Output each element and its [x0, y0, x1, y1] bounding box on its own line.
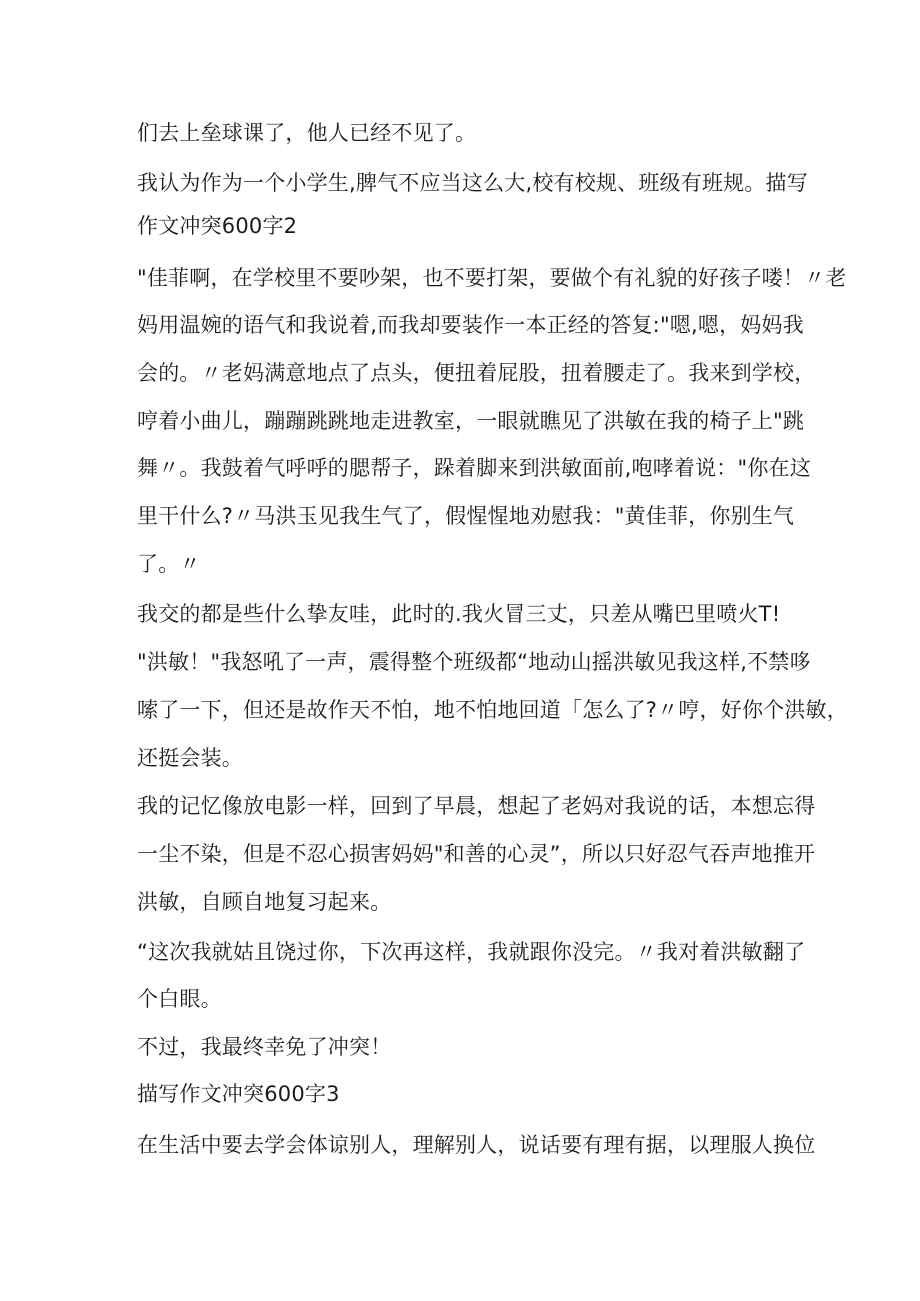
text-line: 们去上垒球课了，他人已经不见了。	[137, 121, 477, 145]
text-line: 洪敏，自顾自地复习起来。	[137, 890, 392, 914]
section-heading: 描写作文冲突600字3	[137, 1082, 340, 1106]
text-line: 我交的都是些什么挚友哇，此时的.我火冒三丈，只差从嘴巴里喷火T!	[137, 602, 781, 626]
section-heading: 作文冲突600字2	[137, 214, 298, 238]
text-line: 会的。〃老妈满意地点了点头，便扭着屁股，扭着腰走了。我来到学校，	[137, 361, 816, 385]
text-line: 妈用温婉的语气和我说着,而我却要装作一本正经的答复:"嗯,嗯，妈妈我	[137, 313, 804, 337]
text-line: 了。〃	[137, 552, 201, 576]
text-line: 还挺会装。	[137, 746, 243, 770]
text-line: 舞〃。我鼓着气呼呼的腮帮子，跺着脚来到洪敏面前,咆哮着说："你在这	[137, 456, 811, 480]
text-line: 不过，我最终幸免了冲突！	[137, 1035, 392, 1059]
text-line: 哼着小曲儿，蹦蹦跳跳地走进教室，一眼就瞧见了洪敏在我的椅子上"跳	[137, 409, 805, 433]
text-line: “这次我就姑且饶过你，下次再这样，我就跟你没完。〃我对着洪敏翻了	[137, 940, 806, 964]
text-line: "佳菲啊，在学校里不要吵架，也不要打架，要做个有礼貌的好孩子喽！〃老	[137, 266, 847, 290]
text-line: 我认为作为一个小学生,脾气不应当这么大,校有校规、班级有班规。描写	[137, 171, 808, 195]
text-line: 个白眼。	[137, 987, 222, 1011]
text-line: 嗦了一下，但还是故作天不怕，地不怕地回道「怎么了?〃哼，好你个洪敏，	[137, 698, 848, 722]
text-line: 在生活中要去学会体谅别人，理解别人，说话要有理有据，以理服人换位	[137, 1133, 816, 1157]
text-line: "洪敏！"我怒吼了一声，震得整个班级都“地动山摇洪敏见我这样,不禁哆	[137, 650, 811, 674]
text-line: 一尘不染，但是不忍心损害妈妈"和善的心灵”，所以只好忍气吞声地推开	[137, 842, 816, 866]
text-line: 里干什么?〃马洪玉见我生气了，假惺惺地劝慰我："黄佳菲，你别生气	[137, 504, 795, 528]
text-line: 我的记忆像放电影一样，回到了早晨，想起了老妈对我说的话，本想忘得	[137, 794, 816, 818]
